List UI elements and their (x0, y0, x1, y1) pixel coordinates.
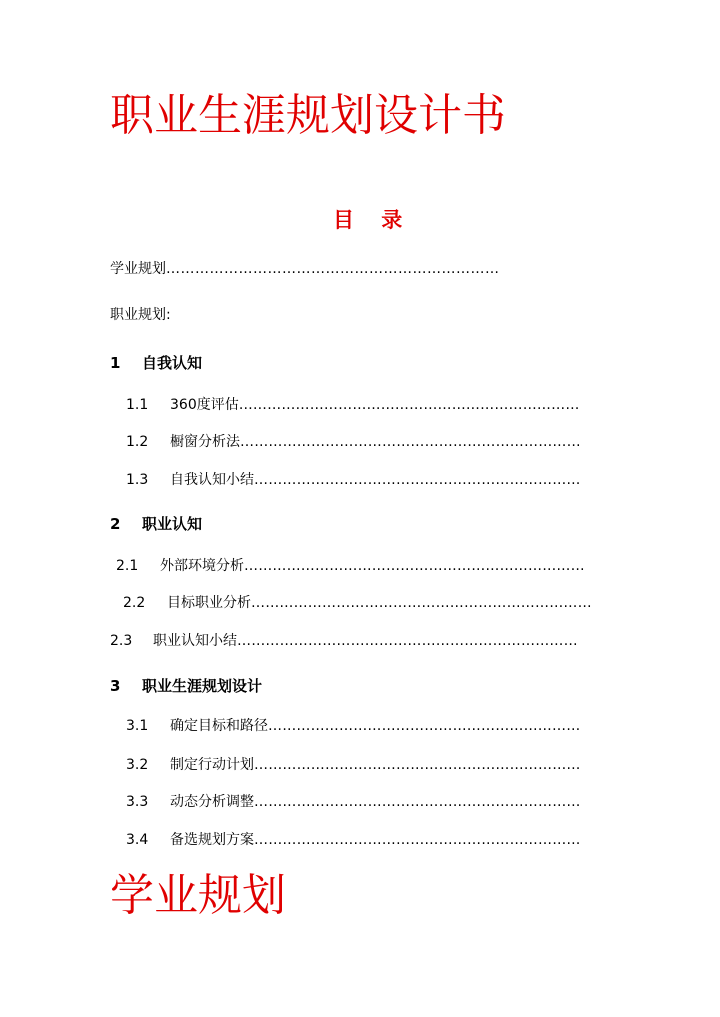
item-number: 3.4 (126, 832, 149, 848)
toc-entry-label: 学业规划 (110, 261, 166, 277)
item-label: 目标职业分析 (167, 595, 251, 611)
toc-leader-dots: ……………………………………………………………… (244, 558, 585, 574)
section-title: 职业认知 (142, 515, 203, 533)
section-number: 3 (110, 677, 121, 695)
item-label: 职业认知小结 (153, 633, 237, 649)
item-number: 3.1 (126, 718, 149, 734)
toc-entry-academic[interactable] (110, 259, 500, 279)
toc-heading: 目 录 (333, 208, 413, 232)
toc-section-1[interactable] (110, 352, 202, 374)
toc-leader-dots: ……………………………………………………………… (251, 595, 592, 611)
toc-item-2-3[interactable] (110, 631, 578, 651)
item-label: 自我认知小结 (170, 472, 254, 488)
item-number: 3.2 (126, 757, 149, 773)
section-title: 职业生涯规划设计 (142, 677, 263, 695)
item-number: 1.3 (126, 472, 149, 488)
toc-entry-career[interactable] (110, 305, 171, 325)
document-title: 职业生涯规划设计书 (110, 90, 506, 141)
section-title: 自我认知 (142, 354, 203, 372)
item-label: 制定行动计划 (170, 757, 254, 773)
item-number: 2.2 (123, 595, 146, 611)
item-number: 2.3 (110, 633, 133, 649)
toc-leader-dots: ……………………………………………………………… (238, 397, 580, 413)
toc-item-2-2[interactable] (123, 593, 592, 613)
toc-leader-dots: …………………………………………………………… (254, 832, 581, 848)
item-number: 2.1 (116, 558, 139, 574)
item-label: 橱窗分析法 (170, 434, 240, 450)
toc-item-1-2[interactable] (126, 432, 581, 452)
toc-section-2[interactable] (110, 513, 202, 535)
toc-leader-dots: …………………………………………………………… (254, 794, 581, 810)
item-number: 1.1 (126, 397, 149, 413)
toc-leader-dots: ………………………………………………………… (268, 718, 581, 734)
toc-leader-dots: …………………………………………………………… (254, 757, 581, 773)
toc-item-2-1[interactable] (116, 556, 585, 576)
section-number: 1 (110, 354, 121, 372)
toc-entry-label: 职业规划: (110, 307, 171, 323)
section-number: 2 (110, 515, 121, 533)
toc-item-3-4[interactable] (126, 830, 581, 850)
toc-item-3-2[interactable] (126, 755, 581, 775)
toc-leader-dots: ……………………………………………………………… (240, 434, 581, 450)
toc-section-3[interactable] (110, 675, 262, 697)
toc-item-1-1[interactable] (126, 395, 580, 415)
toc-leader-dots: …………………………………………………………… (254, 472, 581, 488)
section-heading-academic: 学业规划 (110, 870, 286, 921)
item-number: 1.2 (126, 434, 149, 450)
item-label: 动态分析调整 (170, 794, 254, 810)
toc-item-3-3[interactable] (126, 792, 581, 812)
item-label: 确定目标和路径 (170, 718, 268, 734)
toc-item-3-1[interactable] (126, 716, 580, 736)
item-label: 外部环境分析 (160, 558, 244, 574)
toc-leader-dots: ……………………………………………………………… (237, 633, 578, 649)
item-label: 360度评估 (170, 397, 239, 413)
toc-item-1-3[interactable] (126, 470, 581, 490)
toc-leader-dots: …………………………………………………………… (166, 261, 500, 277)
item-number: 3.3 (126, 794, 149, 810)
item-label: 备选规划方案 (170, 832, 254, 848)
